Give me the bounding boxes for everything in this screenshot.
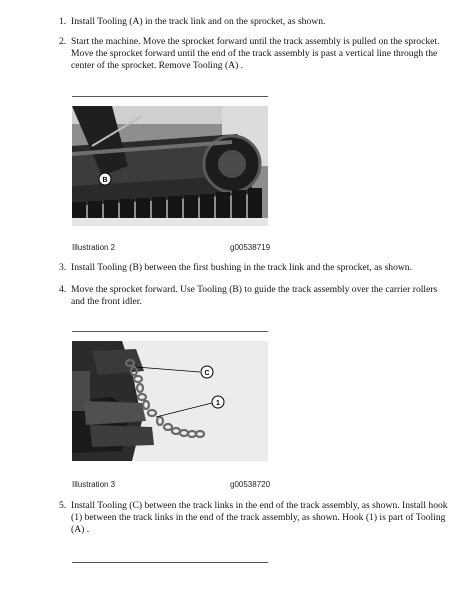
illustration-3-code: g00538720 <box>230 480 271 489</box>
illustration-3-photo <box>72 341 268 461</box>
step-text: Install Tooling (B) between the first bushing in the track link and the sprocket, as shown. <box>71 262 412 273</box>
step-3 <box>59 262 451 274</box>
step-number: 1. <box>59 16 67 27</box>
step-4 <box>59 284 451 308</box>
step-text: Install Tooling (C) between the track links in the end of the track assembly, as shown. Install hook (1) between the track links in the end of the track assembly, as shown. Hook (1) is part of Tooling (A) . <box>71 500 448 535</box>
illustration-2-top-rule <box>72 96 268 97</box>
step-number: 2. <box>59 36 67 47</box>
step-number: 3. <box>59 262 67 273</box>
callout-label: C <box>204 370 210 377</box>
bottom-rule <box>72 562 268 563</box>
step-text: Install Tooling (A) in the track link and on the sprocket, as shown. <box>71 16 326 27</box>
callout-label: 1 <box>216 400 220 407</box>
illustration-2-photo <box>72 106 268 226</box>
step-text: Move the sprocket forward. Use Tooling (B) to guide the track assembly over the carrier rollers and the front idler. <box>71 284 438 307</box>
step-2 <box>59 36 451 72</box>
illustration-2-code: g00538719 <box>230 243 271 252</box>
callout-c <box>201 366 213 378</box>
callout-1 <box>212 396 224 408</box>
illustration-2-label: Illustration 2 <box>72 243 116 252</box>
step-number: 5. <box>59 500 67 511</box>
step-5 <box>59 500 451 536</box>
illustration-3-top-rule <box>72 331 268 332</box>
step-number: 4. <box>59 284 67 295</box>
callout-b <box>99 173 111 185</box>
illustration-3-label: Illustration 3 <box>72 480 116 489</box>
callout-label: B <box>102 177 108 184</box>
step-text: Start the machine. Move the sprocket forward until the track assembly is pulled on the sprocket. Move the sprocket forward until the end of the track assembly is past a vertical line through the center of the sprocket. Remove Tooling (A) . <box>71 36 440 71</box>
step-1 <box>59 16 451 28</box>
